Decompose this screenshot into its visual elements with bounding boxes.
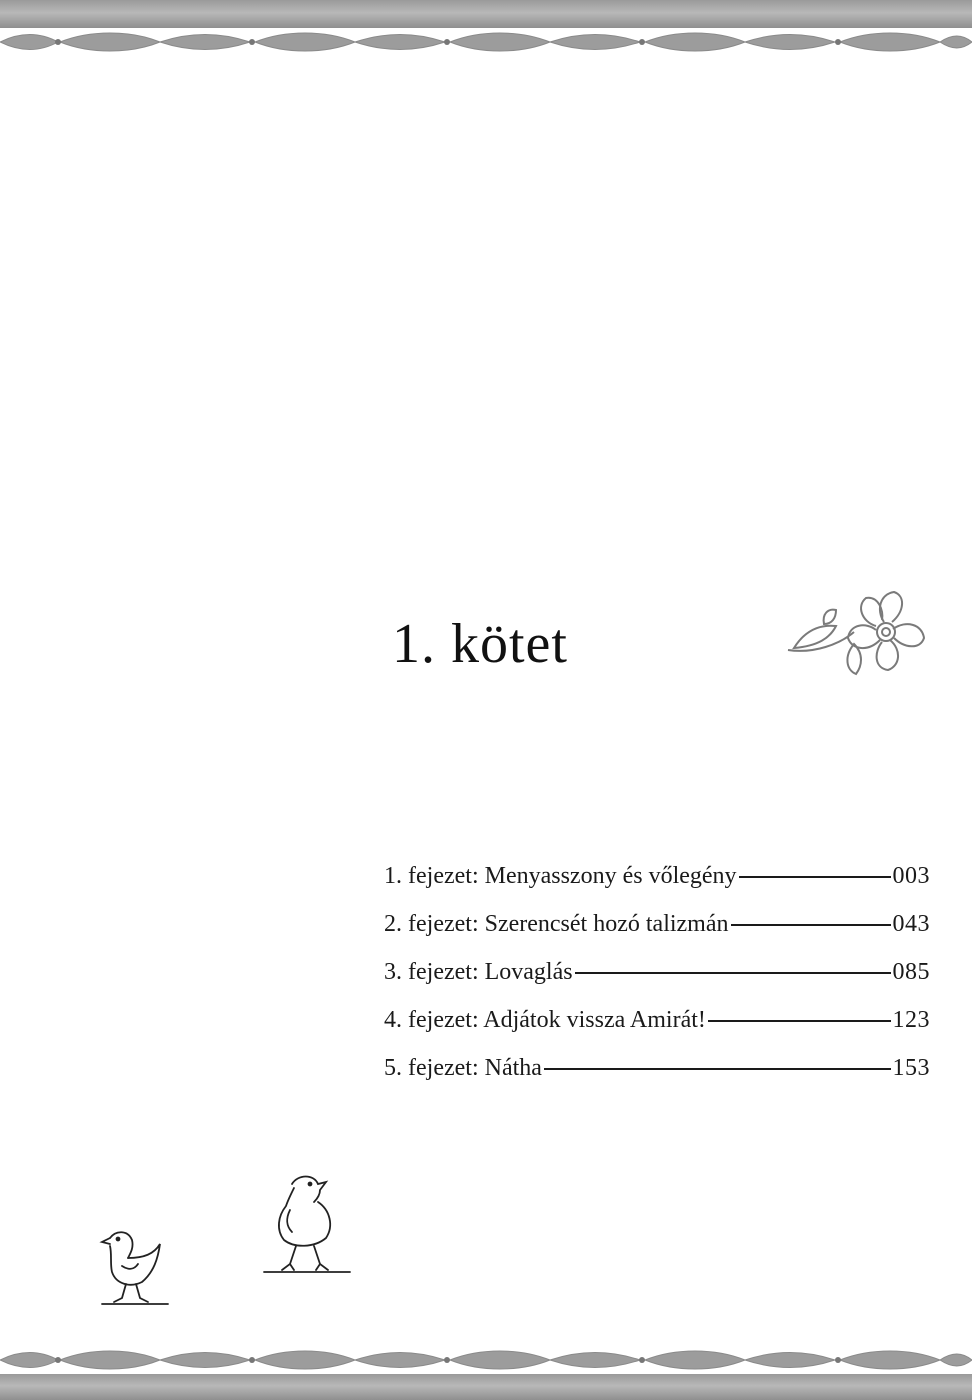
toc-leader-line <box>708 1020 891 1022</box>
toc-entry[interactable] <box>384 900 930 948</box>
chick-icon <box>254 1170 354 1280</box>
toc-leader-line <box>575 972 891 974</box>
toc-entry-page: 153 <box>892 1054 930 1081</box>
toc-entry-page: 003 <box>892 862 930 889</box>
toc-entry[interactable] <box>384 996 930 1044</box>
flower-icon <box>784 584 930 684</box>
toc-entry[interactable] <box>384 1044 930 1092</box>
volume-title: 1. kötet <box>392 613 568 675</box>
chick-icon <box>88 1224 178 1314</box>
toc-entry-title: 4. fejezet: Adjátok vissza Amirát! <box>384 1006 706 1033</box>
scroll-ornament-icon <box>0 1344 972 1374</box>
bottom-border-band <box>0 1374 972 1400</box>
toc-entry-title: 5. fejezet: Nátha <box>384 1054 542 1081</box>
toc-leader-line <box>544 1068 891 1070</box>
toc-entry-page: 085 <box>892 958 930 985</box>
scroll-ornament-icon <box>0 28 972 58</box>
toc-entry[interactable] <box>384 852 930 900</box>
toc-entry-title: 2. fejezet: Szerencsét hozó talizmán <box>384 910 729 937</box>
toc-entry-page: 043 <box>892 910 930 937</box>
toc-entry[interactable] <box>384 948 930 996</box>
toc-leader-line <box>731 924 891 926</box>
table-of-contents <box>384 852 930 1092</box>
toc-entry-page: 123 <box>892 1006 930 1033</box>
toc-entry-title: 1. fejezet: Menyasszony és vőlegény <box>384 862 737 889</box>
top-border-band <box>0 0 972 28</box>
toc-entry-title: 3. fejezet: Lovaglás <box>384 958 573 985</box>
toc-leader-line <box>739 876 891 878</box>
